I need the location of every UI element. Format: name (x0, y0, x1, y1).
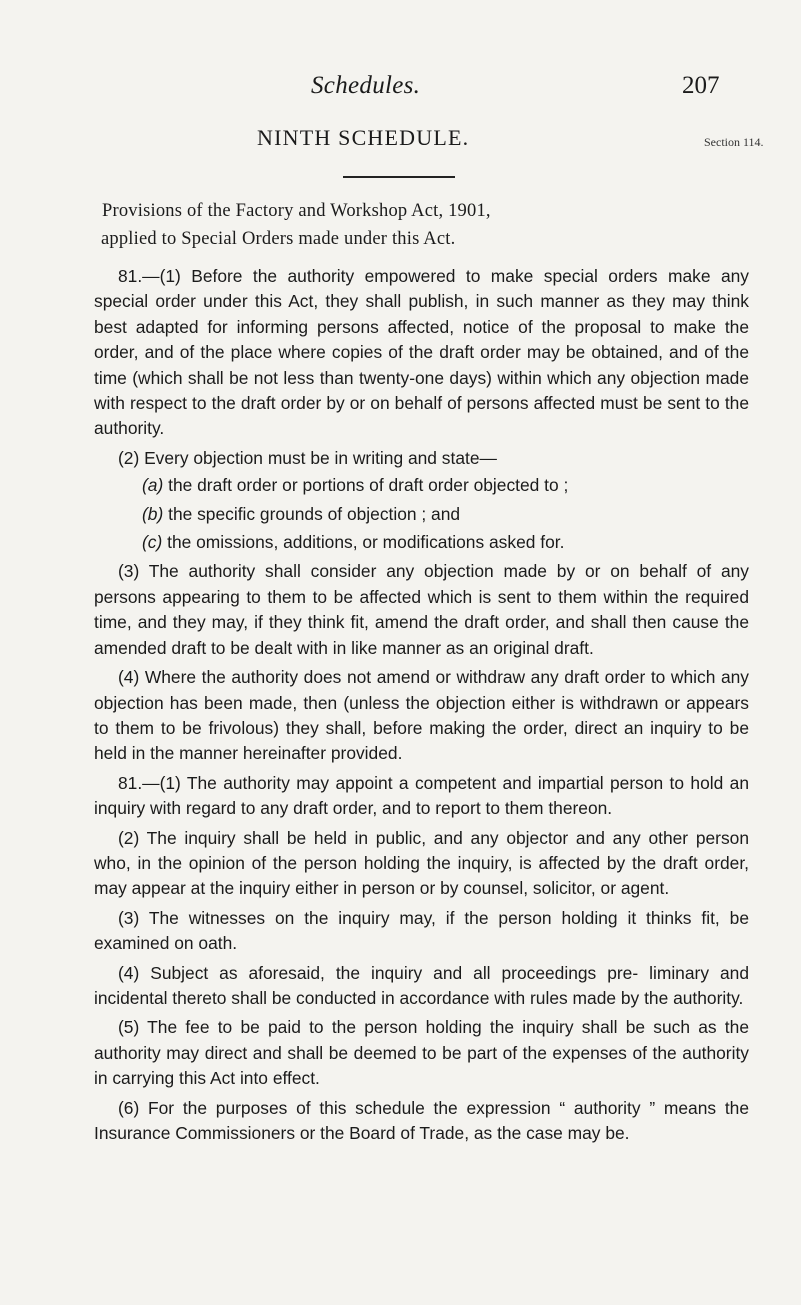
paragraph-81-4: (4) Where the authority does not amend or withdraw any draft order to which any objection has been made, then (unless the objection either is withdrawn or appears to them to be frivolous) they shall, before making the order, direct an inquiry to be held in the manner hereinafter provided. (94, 667, 749, 764)
list-label-a: (a) (142, 475, 164, 496)
section-heading (94, 197, 749, 253)
list-label-b: (b) (142, 503, 164, 524)
body-text (94, 264, 749, 1146)
title-rule (343, 176, 455, 178)
list-text-c: the omissions, additions, or modifications asked for. (167, 532, 565, 553)
list-item-c (94, 530, 749, 555)
margin-note: Section 114. (704, 135, 764, 149)
heading-line-1: Provisions of the Factory and Workshop Act, 1901, (102, 201, 491, 221)
paragraph-81-3: (3) The authority shall consider any objection made by or on behalf of any persons appearing to them to be affected which is sent to them within the required time, and they may, if they think fit, amend the draft order, and shall then cause the amended draft to be dealt with in like manner as an original draft. (94, 561, 749, 658)
paragraph-81-2: (2) Every objection must be in writing and state— (118, 447, 497, 468)
list-label-c: (c) (142, 532, 163, 553)
paragraph-82-6: (6) For the purposes of this schedule the expression “ authority ” means the Insurance Commissioners or the Board of Trade, as the case may be. (94, 1097, 749, 1143)
list-text-a: the draft order or portions of draft order objected to ; (168, 475, 569, 496)
list-item-b (94, 502, 749, 527)
list-text-b: the specific grounds of objection ; and (168, 503, 461, 524)
running-title: Schedules. (311, 72, 421, 99)
paragraph-81-1: 81.—(1) Before the authority empowered to make special orders make any special order under this Act, they shall publish, in such manner as they may think best adapted for informing persons affected, notice of the proposal to make the order, and of the place where copies of the draft order may be obtained, and of the time (which shall be not less than twenty-one days) within which any objection made with respect to the draft order by or on behalf of persons affected must be sent to the authority. (94, 266, 749, 439)
list-item-a (94, 473, 749, 498)
heading-line-2: applied to Special Orders made under this Act. (101, 229, 456, 249)
schedule-title: NINTH SCHEDULE. (257, 125, 470, 150)
paragraph-82-5: (5) The fee to be paid to the person holding the inquiry shall be such as the authority may direct and shall be deemed to be part of the expenses of the authority in carrying this Act into effect. (94, 1017, 749, 1089)
paragraph-82-1: 81.—(1) The authority may appoint a competent and impartial person to hold an inquiry with regard to any draft order, and to report to them thereon. (94, 772, 749, 819)
page-number: 207 (682, 72, 720, 99)
paragraph-82-2: (2) The inquiry shall be held in public, and any objector and any other person who, in the opinion of the person holding the inquiry, is affected by the draft order, may appear at the inquiry either in person or by counsel, solicitor, or agent. (94, 827, 749, 899)
paragraph-82-4: (4) Subject as aforesaid, the inquiry and all proceedings pre- liminary and incidental thereto shall be conducted in accordance with rules made by the authority. (94, 962, 749, 1008)
paragraph-82-3: (3) The witnesses on the inquiry may, if the person holding it thinks fit, be examined on oath. (94, 907, 749, 954)
page-header (0, 72, 801, 106)
